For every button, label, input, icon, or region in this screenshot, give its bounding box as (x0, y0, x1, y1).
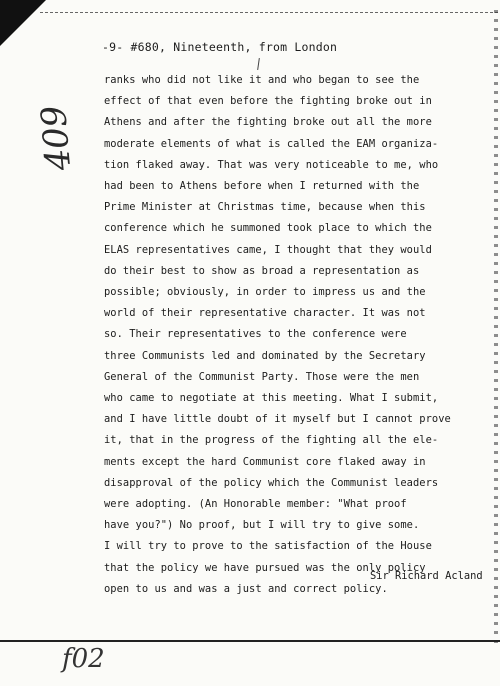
page-header: -9- #680, Nineteenth, from London (102, 40, 338, 54)
body-line: were adopting. (An Honorable member: "What proof (104, 498, 407, 511)
handwritten-margin-note: 409 (33, 103, 80, 173)
body-line: world of their representative character. It was not (104, 307, 426, 320)
body-line: had been to Athens before when I returned with the (104, 180, 420, 193)
bottom-edge-rule (0, 640, 500, 642)
body-line: disapproval of the policy which the Communist leaders (104, 476, 439, 489)
body-line: three Communists led and dominated by the Secretary (104, 349, 426, 362)
signature: Sir Richard Acland (370, 570, 483, 582)
header-tick-mark (257, 58, 260, 70)
body-line: ranks who did not like it and who began to see the (104, 74, 420, 86)
body-line: ELAS representatives came, I thought that they would (104, 243, 432, 256)
body-line: it, that in the progress of the fighting all the ele- (104, 434, 439, 447)
body-line: General of the Communist Party. Those were the men (104, 370, 420, 383)
body-line: have you?") No proof, but I will try to give some. (104, 519, 420, 532)
body-line: and I have little doubt of it myself but I cannot prove (104, 413, 451, 426)
body-line: tion flaked away. That was very noticeable to me, who (104, 158, 439, 171)
top-edge-rule (40, 12, 498, 13)
body-line: Prime Minister at Christmas time, because when this (104, 201, 426, 214)
right-edge-marks (494, 10, 498, 646)
handwritten-bottom-note: f02 (62, 644, 105, 674)
body-line: open to us and was a just and correct policy. (104, 582, 388, 595)
body-line: who came to negotiate at this meeting. What I submit, (104, 392, 439, 405)
body-line: conference which he summoned took place to which the (104, 222, 432, 235)
body-line: ments except the hard Communist core flaked away in (104, 455, 426, 468)
body-line: moderate elements of what is called the EAM organiza- (104, 137, 439, 150)
body-line: effect of that even before the fighting broke out in (104, 95, 432, 108)
body-line: I will try to prove to the satisfaction of the House (104, 540, 432, 553)
body-line: Athens and after the fighting broke out all the more (104, 116, 432, 129)
folded-corner (0, 0, 46, 46)
body-line: possible; obviously, in order to impress us and the (104, 286, 426, 299)
body-line: so. Their representatives to the conference were (104, 328, 407, 341)
body-line: do their best to show as broad a representation as (104, 264, 420, 277)
body-text (104, 70, 484, 600)
body-line: that the policy we have pursued was the only policy (104, 561, 426, 574)
